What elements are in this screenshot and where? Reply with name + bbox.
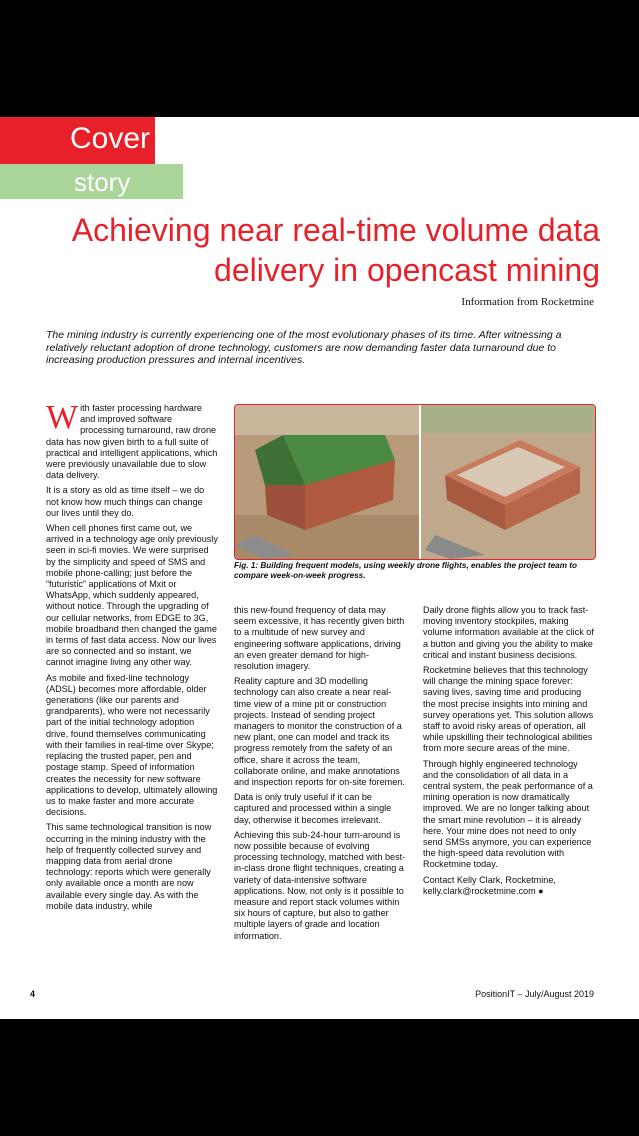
article-column-3	[423, 605, 595, 901]
paragraph: This same technological transition is now occurring in the mining industry with the help of frequently collected survey and mapping data from aerial drone technology: reports which were generally only available once a month are now available every single day. As with the mobile data industry, while	[46, 822, 212, 911]
drop-cap: W	[46, 399, 79, 436]
paragraph: Daily drone flights allow you to track fast-moving inventory stockpiles, making volume information available at the click of a button and giving you the ability to make critical and instant business decisions.	[423, 605, 594, 660]
paragraph: Achieving this sub-24-hour turn-around is now possible because of evolving processing technology, matched with best-in-class drone flight techniques, creating a variety of data-intensive software applications. Now, not only is it possible to measure and report stack volumes within six hours of capture, but also to gather multiple layers of grade and location information.	[234, 829, 406, 941]
paragraph: Rocketmine believes that this technology will change the mining space forever: saving lives, saving time and producing the most precise insights into mining and survey operations yet. This solution allows staff to avoid risky areas of operation, all while upskilling their technological abilities from more secure areas of the mine.	[423, 665, 594, 754]
section-tag-story	[0, 164, 183, 199]
article-column-2	[234, 605, 406, 946]
paragraph: Through highly engineered technology and the consolidation of all data in a central system, the peak performance of a mining operation is now dramatically improved. We are no longer talking about the smart mine revolution – it is already here. Your mine does not need to only send SMSs anymore, you can experience the high-speed data revolution with Rocketmine today.	[423, 758, 593, 870]
paragraph-text: ith faster processing hardware and improved software processing turnaround, raw drone data has now given birth to a full suite of practical and intelligent applications, which were previously unavailable due to slow data delivery.	[46, 403, 218, 481]
publication-footer: PositionIT – July/August 2019	[475, 989, 594, 999]
paragraph: Contact Kelly Clark, Rocketmine, kelly.clark@rocketmine.com ●	[423, 874, 556, 896]
article-headline: Achieving near real-time volume data delivery in opencast mining	[71, 212, 600, 288]
paragraph: As mobile and fixed-line technology (ADSL) becomes more affordable, older generations (like our parents and grandparents), who were not necessarily part of the initial technology adoption drive, found themselves communicating with their families in real-time over Skype; replacing the trusted paper, pen and postage stamp. Speed of information creates the necessity for new software applications to develop, ultimately allowing us to make faster and more accurate decisions.	[46, 672, 218, 818]
article-column-1	[46, 399, 218, 916]
figure-building-models	[234, 404, 596, 560]
article-standfirst: The mining industry is currently experiencing one of the most evolutionary phases of its time. After witnessing a relatively reluctant adoption of drone technology, customers are now demanding faster data turnaround due to increasing production pressures and internal incentives.	[46, 329, 562, 366]
page-number: 4	[30, 989, 36, 999]
magazine-page	[0, 117, 639, 1019]
article-byline: Information from Rocketmine	[461, 296, 594, 308]
paragraph: When cell phones first came out, we arrived in a technology age only previously seen in sci-fi movies. We were surprised by the simplicity and speed of SMS and mobile phone-calling; just before the “futuristic” applications of Mxit or WhatsApp, which suddenly appeared, without notice. Through the upgrading of our cellular networks, from EDGE to 3G, mobile broadband then changed the game in terms of fast data access. Now our lives are so connected and so instant, we cannot imagine living any other way.	[46, 523, 218, 668]
section-tag-cover	[0, 117, 155, 164]
section-tag-story-label: story	[74, 167, 131, 197]
paragraph: this new-found frequency of data may seem excessive, it has recently given birth to a multitude of new survey and engineering software applications, driving an even greater demand for high-resolution imagery.	[234, 605, 405, 672]
paragraph	[46, 399, 218, 481]
section-tag-cover-label: Cover	[70, 122, 151, 155]
paragraph: It is a story as old as time itself – we do not know how much things can change our lives until they do.	[46, 485, 205, 518]
paragraph: Reality capture and 3D modelling technology can also create a near real-time view of a mine pit or construction projects. Instead of sending project managers to monitor the construction of a new plant, one can model and track its progress remotely from the safety of an office, share it across the team, collaborate online, and make annotations and inspection reports for on-site foremen.	[234, 676, 405, 788]
figure-image	[235, 405, 595, 559]
figure-caption: Fig. 1: Building frequent models, using weekly drone flights, enables the project team to compare week-on-week progress.	[234, 561, 578, 580]
paragraph: Data is only truly useful if it can be captured and processed within a single day, otherwise it becomes irrelevant.	[234, 792, 392, 825]
